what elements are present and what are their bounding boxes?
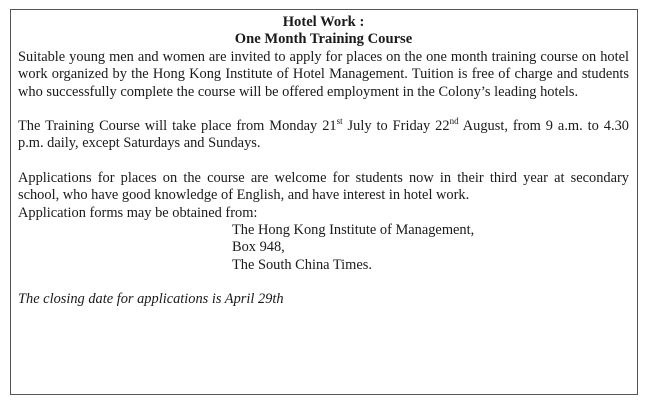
schedule-text-part2: July to Friday 22 (342, 118, 450, 135)
address-line: The South China Times. (232, 256, 372, 273)
closing-date-note: The closing date for applications is April 29th (18, 291, 284, 308)
notice-subtitle: One Month Training Course (234, 31, 413, 48)
address-line: Box 948, (232, 239, 285, 256)
ordinal-suffix-st: st (336, 116, 343, 127)
ordinal-suffix-nd: nd (449, 116, 459, 127)
application-forms-line: Application forms may be obtained from: (18, 204, 258, 221)
advertisement-notice (10, 9, 638, 395)
schedule-text-part1: The Training Course will take place from Monday 21 (18, 118, 337, 135)
paragraph-eligibility: Applications for places on the course are welcome for students now in their third year at secondary school, who have good knowledge of English, and have interest in hotel work. (18, 169, 629, 204)
schedule-text-part3: August, from 9 a.m. to 4.30 p.m. daily, except Saturdays and Sundays. (18, 118, 629, 152)
notice-title: Hotel Work : (282, 14, 365, 30)
address-line: The Hong Kong Institute of Management, (232, 222, 475, 239)
paragraph-schedule (18, 118, 629, 153)
paragraph-introduction: Suitable young men and women are invited to apply for places on the one month training course on hotel work organized by the Hong Kong Institute of Hotel Management. Tuition is free of charge and students who successfully complete the course will be offered employment in the Colony’s leading hotels. (18, 48, 629, 100)
postal-address (232, 222, 629, 274)
